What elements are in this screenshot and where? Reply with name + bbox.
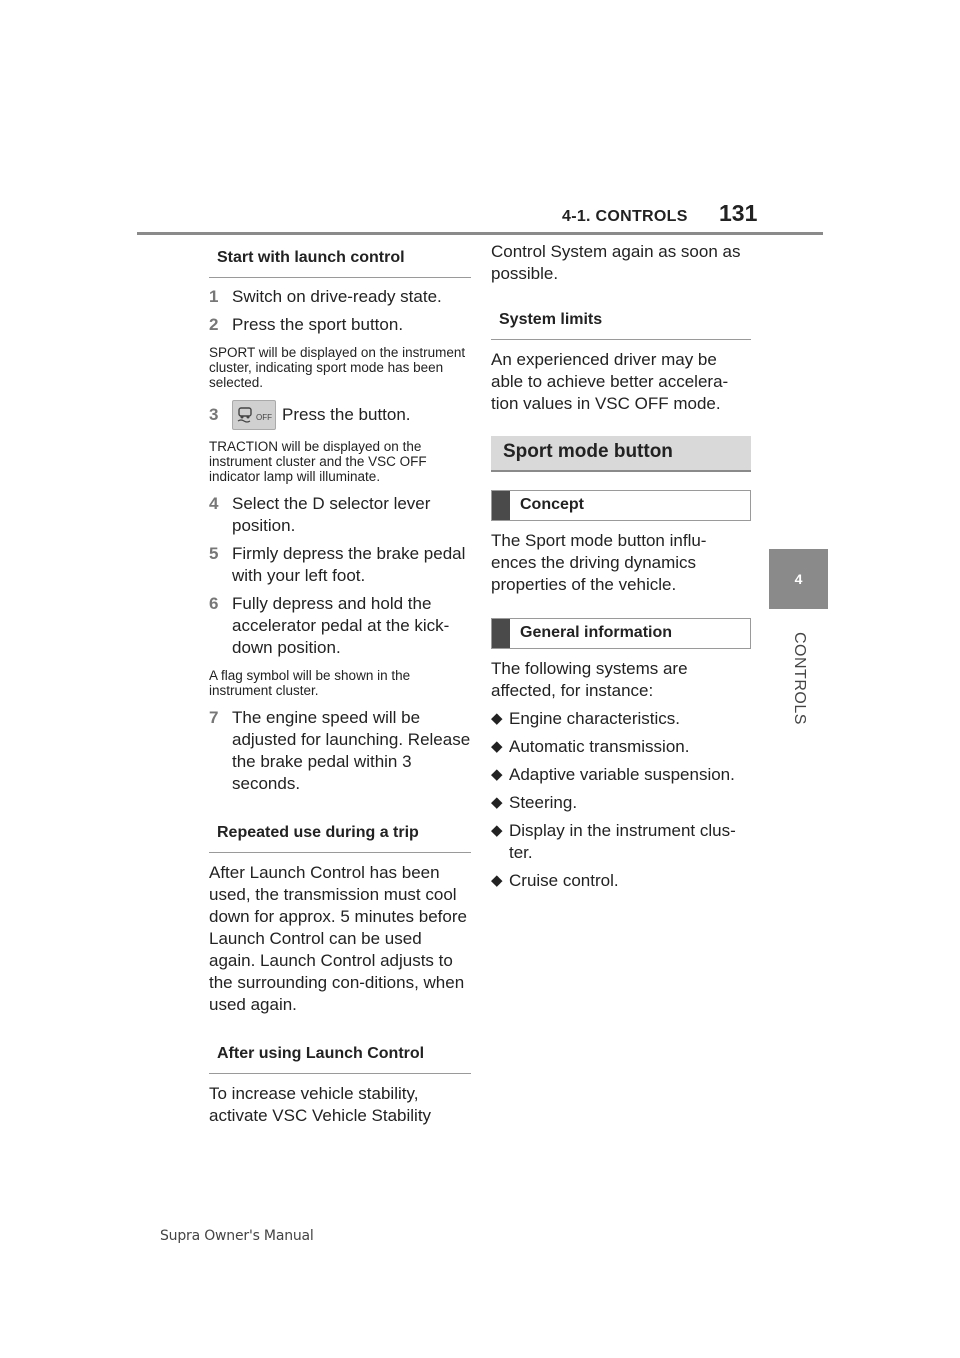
step-number: 4 [209,494,219,513]
bullet-icon: ◆ [491,872,503,889]
general-info-text: The following systems are affected, for instance: [491,659,688,700]
step-item [209,493,471,537]
chapter-label: CONTROLS [791,632,808,725]
list-item [491,708,751,730]
step-item [209,286,471,308]
step-number: 3 [209,405,219,424]
continued-text: Control System again as soon as possible. [491,242,741,283]
bullet-icon: ◆ [491,738,503,755]
header-rule [137,232,823,235]
step-text: The engine speed will be adjusted for launching. Release the brake pedal within 3 seconds. [232,708,471,793]
step-item [209,543,471,587]
step-item [209,593,471,659]
general-info-heading-text: General information [520,624,673,641]
bullet-icon: ◆ [491,710,503,727]
sport-mode-heading: Sport mode button [491,436,751,472]
list-item [491,792,751,814]
system-limits-heading: System limits [491,302,751,340]
general-info-heading [491,618,751,649]
list-item [491,736,751,758]
start-launch-heading: Start with launch control [209,240,471,278]
heading-marker [492,619,510,648]
step-number: 6 [209,594,219,613]
bullet-icon: ◆ [491,822,503,839]
step-number: 1 [209,287,219,306]
bullet-icon: ◆ [491,766,503,783]
note-sport: SPORT will be displayed on the instrument cluster, indicating sport mode has been selected. [209,345,466,390]
list-item-text: Engine characteristics. [509,709,681,728]
step-text: Switch on drive-ready state. [232,287,442,306]
list-item [491,870,751,892]
list-item-text: Adaptive variable suspension. [509,765,735,784]
note-flag: A flag symbol will be shown in the instrument cluster. [209,668,411,698]
after-launch-text: To increase vehicle stability, activate VSC Vehicle Stability [209,1084,432,1125]
step-text: Press the sport button. [232,315,404,334]
concept-text: The Sport mode button influ-ences the driving dynamics properties of the vehicle. [491,531,707,594]
step-number: 2 [209,315,219,334]
off-label: OFF [256,413,272,422]
list-item-text: Steering. [509,793,578,812]
left-column [209,240,471,1127]
step-text: Firmly depress the brake pedal with your left foot. [232,544,466,585]
list-item-text: Display in the instrument clus-ter. [509,821,736,862]
step-item [209,314,471,336]
heading-marker [492,491,510,520]
concept-heading [491,490,751,521]
page-number: 131 [719,200,758,226]
step-number: 5 [209,544,219,563]
right-column [491,240,751,892]
repeated-use-text: After Launch Control has been used, the transmission must cool down for approx. 5 minutes before Launch Control can be used again. Launch Control adjusts to the surrounding con-ditions, when used again. [209,863,467,1014]
step-text: Select the D selector lever position. [232,494,431,535]
manual-footer: Supra Owner's Manual [160,1228,314,1244]
bullet-icon: ◆ [491,794,503,811]
list-item-text: Automatic transmission. [509,737,690,756]
after-launch-heading: After using Launch Control [209,1036,471,1074]
concept-heading-text: Concept [520,496,584,513]
system-list [491,708,751,892]
system-limits-text: An experienced driver may be able to achieve better accelera-tion values in VSC OFF mode. [491,350,729,413]
step-number: 7 [209,708,219,727]
list-item [491,764,751,786]
chapter-tab: 4 [769,549,828,609]
list-item-text: Cruise control. [509,871,619,890]
step-item [209,707,471,795]
repeated-use-heading: Repeated use during a trip [209,815,471,853]
step-text: Press the button. [282,405,411,424]
step-text: Fully depress and hold the accelerator pedal at the kick-down position. [232,594,450,657]
step-item [209,400,471,430]
list-item [491,820,751,864]
note-traction: TRACTION will be displayed on the instrument cluster and the VSC OFF indicator lamp will illuminate. [209,439,427,484]
section-title: 4-1. CONTROLS [562,208,688,225]
vsc-off-button-icon [232,400,276,430]
